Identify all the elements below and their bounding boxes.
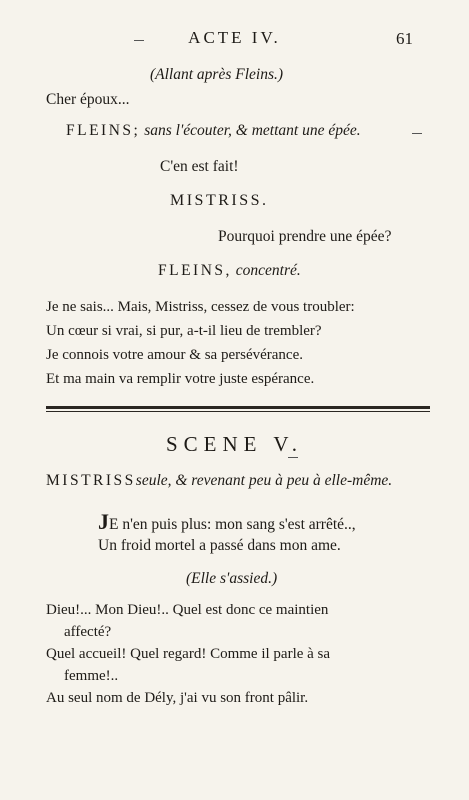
- verse-line: C'en est fait!: [160, 158, 239, 175]
- speaker-line: [158, 262, 301, 280]
- speaker-line: [66, 122, 361, 140]
- verse-line: Dieu!... Mon Dieu!.. Quel est donc ce maintien: [46, 602, 329, 618]
- stage-direction: (Elle s'assied.): [186, 570, 278, 587]
- print-mark: [412, 133, 422, 134]
- verse-line: Je ne sais... Mais, Mistriss, cessez de vous troubler:: [46, 299, 355, 315]
- verse-line: Quel accueil! Quel regard! Comme il parle à sa: [46, 646, 331, 662]
- drop-cap: J: [98, 509, 109, 534]
- verse-line: [98, 509, 356, 535]
- verse-line-cont: femme!..: [64, 668, 119, 684]
- speaker-name: FLEINS;: [66, 122, 141, 139]
- running-header: ACTE IV.: [188, 28, 281, 47]
- print-mark: [134, 40, 144, 41]
- speaker-name: MISTRISS.: [170, 192, 269, 209]
- verse-line: Un froid mortel a passé dans mon ame.: [98, 537, 341, 554]
- section-rule-thin: [46, 411, 430, 412]
- stage-direction: (Allant après Fleins.): [150, 66, 284, 83]
- section-rule: [46, 406, 430, 409]
- speaker-direction: sans l'écouter, & mettant une épée.: [144, 122, 361, 139]
- speaker-name: MISTRISS: [46, 472, 136, 489]
- verse-line: Je connois votre amour & sa persévérance.: [46, 347, 303, 363]
- verse-line: Cher époux...: [46, 91, 130, 108]
- verse-line-cont: affecté?: [64, 624, 112, 640]
- verse-line: Un cœur si vrai, si pur, a-t-il lieu de trembler?: [46, 323, 322, 339]
- speaker-name: FLEINS,: [158, 262, 232, 279]
- speaker-direction: seule, & revenant peu à peu à elle-même.: [135, 472, 393, 489]
- speaker-line: [46, 472, 392, 490]
- verse-text: E n'en puis plus: mon sang s'est arrêté..,: [109, 516, 356, 533]
- page-number: 61: [396, 29, 413, 48]
- verse-line: Pourquoi prendre une épée?: [218, 228, 392, 245]
- verse-line: Et ma main va remplir votre juste espérance.: [46, 371, 315, 387]
- scene-title: SCENE V.: [165, 432, 304, 456]
- verse-line: Au seul nom de Dély, j'ai vu son front pâlir.: [46, 690, 309, 706]
- print-mark: [288, 457, 298, 458]
- speaker-direction: concentré.: [235, 262, 301, 279]
